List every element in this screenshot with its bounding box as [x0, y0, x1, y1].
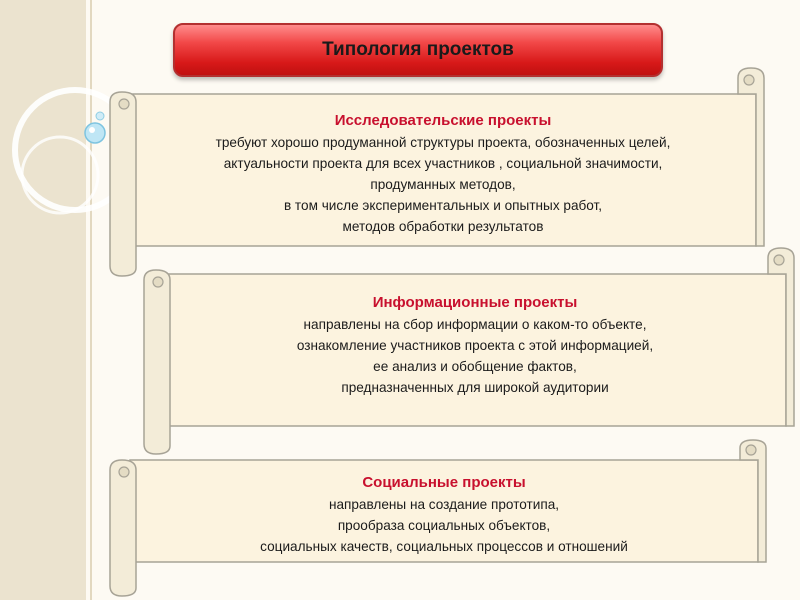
section-line: актуальности проекта для всех участников , социальной значимости, — [223, 156, 663, 171]
section-line: направлены на сбор информации о каком-то объекте, — [303, 317, 647, 332]
scroll-research-projects — [108, 68, 770, 276]
section-line: прообраза социальных объектов, — [337, 518, 551, 533]
scroll-information-projects — [142, 246, 800, 456]
section-line: предназначенных для широкой аудитории — [341, 380, 609, 395]
section-line: ознакомление участников проекта с этой информацией, — [296, 338, 654, 353]
section-line: методов обработки результатов — [342, 219, 544, 234]
scroll-social-projects — [108, 440, 772, 600]
section-heading-social: Социальные проекты — [362, 474, 526, 491]
section-heading-research: Исследовательские проекты — [334, 112, 552, 129]
section-heading-information: Информационные проекты — [372, 294, 578, 311]
page-title: Типология проектов — [322, 39, 514, 60]
section-line: социальных качеств, социальных процессов и отношений — [260, 539, 628, 554]
section-line: в том числе экспериментальных и опытных работ, — [283, 198, 603, 213]
section-line: продуманных методов, — [370, 177, 516, 192]
section-line: направлены на создание прототипа, — [328, 497, 560, 512]
section-line: требуют хорошо продуманной структуры проекта, обозначенных целей, — [215, 135, 671, 150]
section-line: ее анализ и обобщение фактов, — [373, 359, 577, 374]
